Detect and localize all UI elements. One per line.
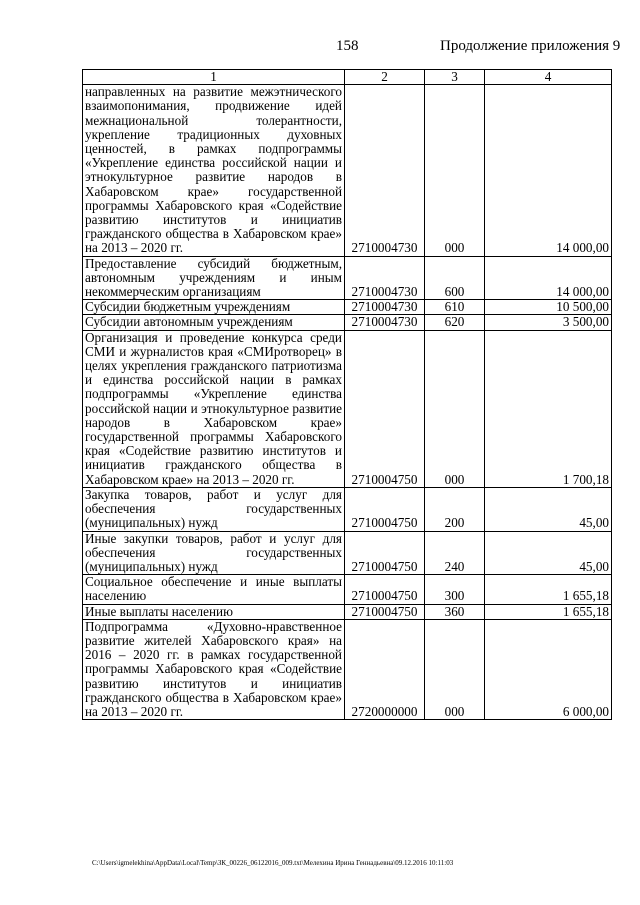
column-header-3: 3 [425,70,485,85]
appendix-continuation: Продолжение приложения 9 [440,38,621,54]
row-amount: 45,00 [485,531,612,575]
table-row [83,619,612,719]
column-header-1: 1 [83,70,345,85]
footer-file-path: C:\Users\igmelekhina\AppData\Local\Temp\ЗК_00226_06122016_009.txt\Мелехина Ирина Геннадьевна\09.12.2016 10:11:03 [92,859,454,867]
row-name: Иные закупки товаров, работ и услуг для обеспечения государственных (муниципальных) нужд [83,531,345,575]
row-amount: 3 500,00 [485,315,612,330]
row-amount: 6 000,00 [485,619,612,719]
row-expense-type: 000 [425,85,485,256]
row-name: направленных на развитие межэтнического взаимопонимания, продвижение идей межнациональной толерантности, укрепление традиционных духовных ценностей, в рамках подпрограммы «Укрепление единства российской нации и этнокультурное развитие народов в Хабаровском крае» государственной программы Хабаровского края «Содействие развитию институтов и инициатив гражданского общества в Хабаровском крае» на 2013 – 2020 гг. [83,85,345,256]
row-amount: 45,00 [485,487,612,531]
row-expense-type: 300 [425,575,485,604]
row-name: Субсидии бюджетным учреждениям [83,300,345,315]
row-name: Иные выплаты населению [83,604,345,619]
row-code: 2710004730 [345,256,425,300]
row-amount: 1 700,18 [485,330,612,487]
row-amount: 14 000,00 [485,85,612,256]
row-code: 2710004750 [345,531,425,575]
row-amount: 10 500,00 [485,300,612,315]
row-expense-type: 000 [425,619,485,719]
row-code: 2710004730 [345,85,425,256]
row-code: 2710004750 [345,487,425,531]
column-header-4: 4 [485,70,612,85]
table-row [83,256,612,300]
row-amount: 1 655,18 [485,575,612,604]
table-row [83,85,612,256]
row-name: Закупка товаров, работ и услуг для обеспечения государственных (муниципальных) нужд [83,487,345,531]
row-expense-type: 240 [425,531,485,575]
row-expense-type: 610 [425,300,485,315]
table-row [83,531,612,575]
table-row [83,315,612,330]
table-row [83,487,612,531]
row-code: 2710004730 [345,300,425,315]
budget-table [82,69,612,720]
row-name: Социальное обеспечение и иные выплаты населению [83,575,345,604]
row-code: 2720000000 [345,619,425,719]
row-code: 2710004730 [345,315,425,330]
row-code: 2710004750 [345,604,425,619]
row-expense-type: 000 [425,330,485,487]
row-expense-type: 600 [425,256,485,300]
row-expense-type: 360 [425,604,485,619]
row-expense-type: 620 [425,315,485,330]
table-row [83,604,612,619]
row-amount: 14 000,00 [485,256,612,300]
row-amount: 1 655,18 [485,604,612,619]
page-number: 158 [336,38,359,54]
table-row [83,300,612,315]
row-code: 2710004750 [345,330,425,487]
column-number-row [83,70,612,85]
row-name: Подпрограмма «Духовно-нравственное развитие жителей Хабаровского края» на 2016 – 2020 гг. в рамках государственной программы Хабаровского края «Содействие развитию институтов и инициатив гражданского общества в Хабаровском крае» на 2013 – 2020 гг. [83,619,345,719]
column-header-2: 2 [345,70,425,85]
table-row [83,330,612,487]
row-name: Организация и проведение конкурса среди СМИ и журналистов края «СМИротворец» в целях укрепления гражданского патриотизма и единства российской нации в рамках подпрограммы «Укрепление единства российской нации и этнокультурное развитие народов в Хабаровском крае» государственной программы Хабаровского края «Содействие развитию институтов и инициатив гражданского общества в Хабаровском крае» на 2013 – 2020 гг. [83,330,345,487]
row-code: 2710004750 [345,575,425,604]
row-name: Предоставление субсидий бюджетным, автономным учреждениям и иным некоммерческим организациям [83,256,345,300]
row-name: Субсидии автономным учреждениям [83,315,345,330]
table-row [83,575,612,604]
row-expense-type: 200 [425,487,485,531]
